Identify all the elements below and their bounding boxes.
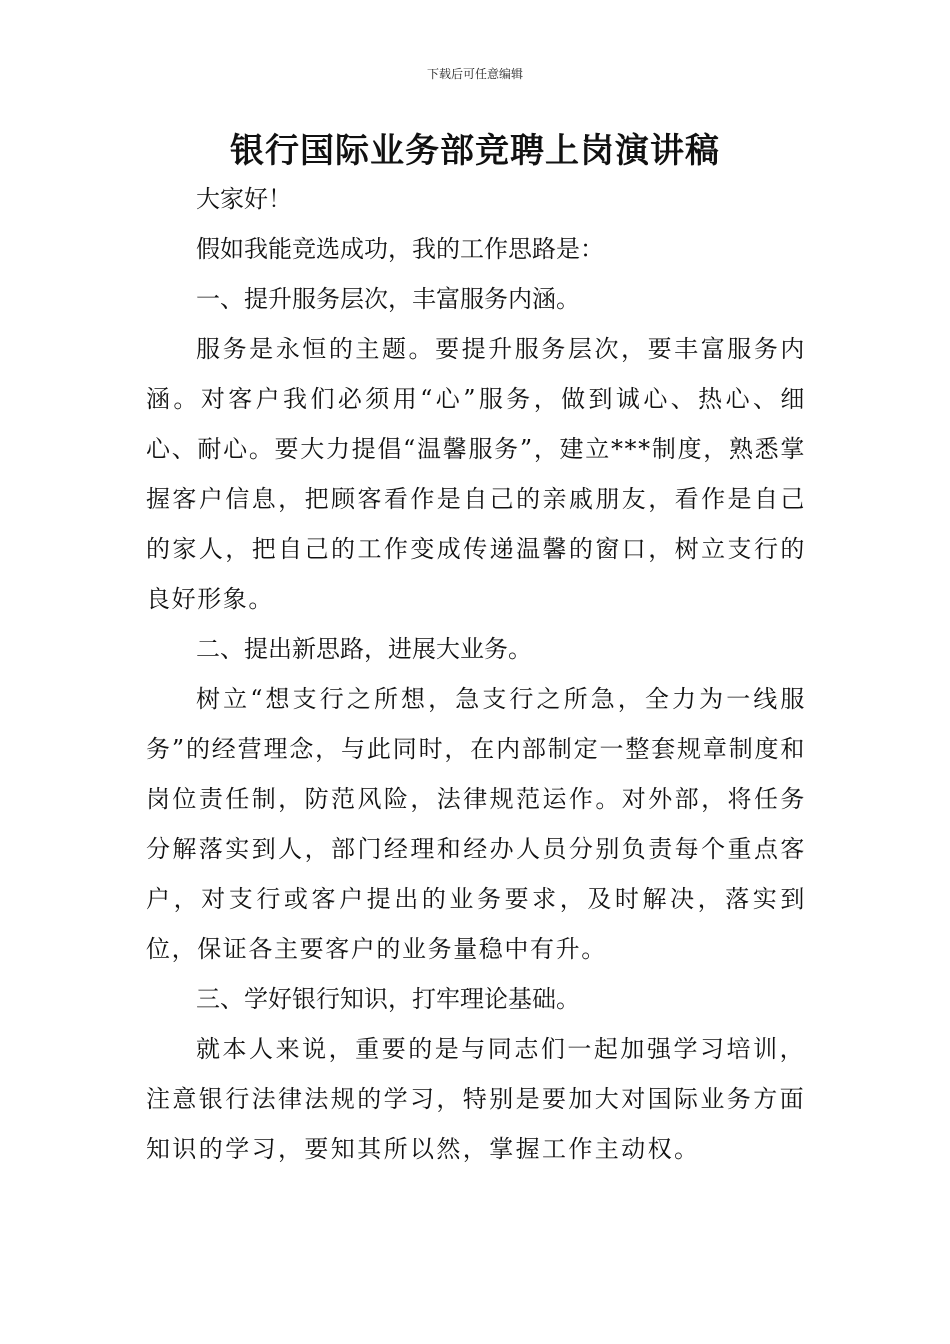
section-heading-1: 一、提升服务层次，丰富服务内涵。 [196, 285, 580, 313]
page-header-note: 下载后可任意编辑 [426, 67, 523, 81]
paragraph-section-1: 服务是永恒的主题。要提升服务层次，要丰富服务内涵。对客户我们必须用“心”服务，做到诚心、热心、细心、耐心。要大力提倡“温馨服务”，建立***制度，熟悉掌握客户信息，把顾客看作是自己的亲戚朋友，看作是自己的家人，把自己的工作变成传递温馨的窗口，树立支行的良好形象。 [146, 335, 806, 613]
document-body [146, 174, 806, 1174]
paragraph-intro: 假如我能竞选成功，我的工作思路是： [196, 235, 604, 263]
paragraph-section-2: 树立“想支行之所想，急支行之所急，全力为一线服务”的经营理念，与此同时，在内部制定一整套规章制度和岗位责任制，防范风险，法律规范运作。对外部，将任务分解落实到人，部门经理和经办人员分别负责每个重点客户，对支行或客户提出的业务要求，及时解决，落实到位，保证各主要客户的业务量稳中有升。 [146, 685, 806, 963]
paragraph-section-3: 就本人来说，重要的是与同志们一起加强学习培训，注意银行法律法规的学习，特别是要加大对国际业务方面知识的学习，要知其所以然，掌握工作主动权。 [146, 1035, 806, 1163]
paragraph-greeting: 大家好！ [196, 185, 292, 213]
section-heading-2: 二、提出新思路，进展大业务。 [196, 635, 532, 663]
section-heading-3: 三、学好银行知识，打牢理论基础。 [196, 985, 580, 1013]
document-title: 银行国际业务部竞聘上岗演讲稿 [230, 131, 720, 171]
